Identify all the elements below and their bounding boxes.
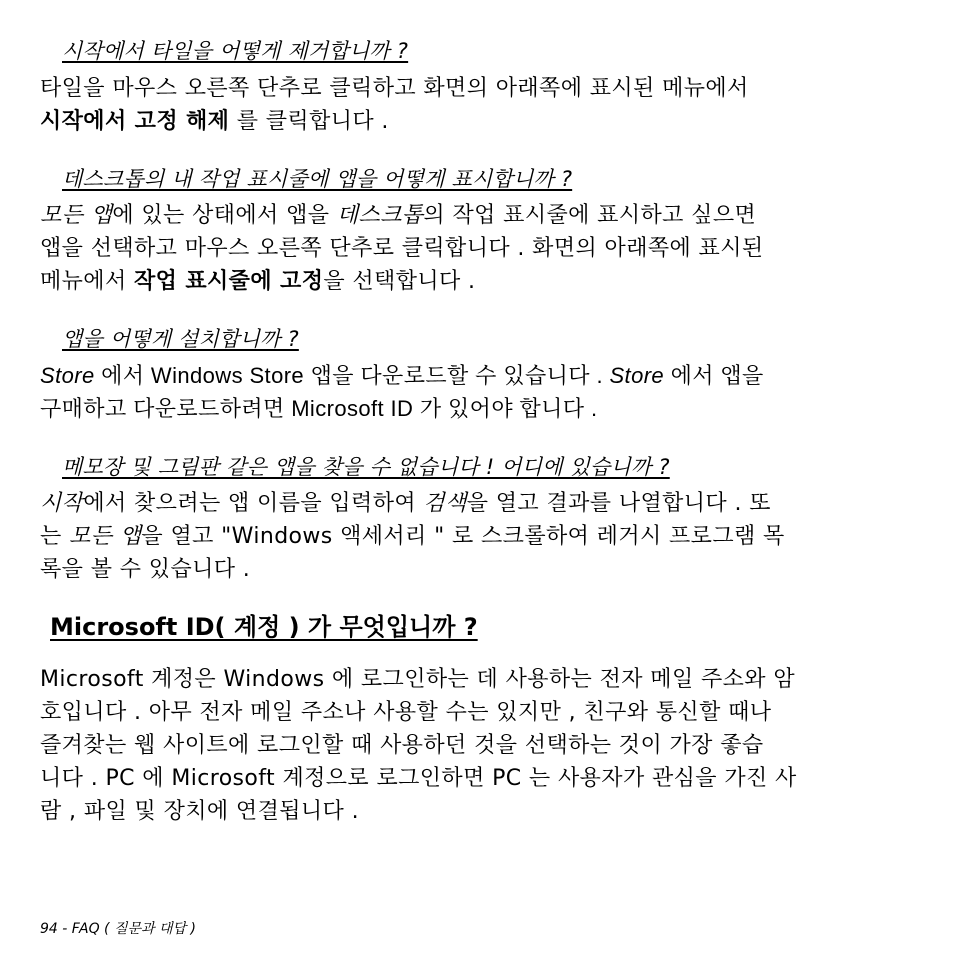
question-pin-taskbar: 데스크톱의 내 작업 표시줄에 앱을 어떻게 표시합니까 ? xyxy=(62,167,573,191)
pin-to-taskbar-label: 작업 표시줄에 고정 xyxy=(134,269,324,294)
search-label: 검색 xyxy=(423,491,467,516)
answer-text: 에 있는 상태에서 앱을 xyxy=(112,203,337,228)
answer-line: Microsoft 계정은 Windows 에 로그인하는 데 사용하는 전자 메일 주소와 암 xyxy=(40,667,795,692)
all-apps-label: 모든 앱 xyxy=(69,524,142,549)
question-install-apps: 앱을 어떻게 설치합니까 ? xyxy=(62,327,299,351)
answer-line: 니다 . PC 에 Microsoft 계정으로 로그인하면 PC 는 사용자가 관심을 가진 사 xyxy=(40,766,797,791)
answer-text: 메뉴에서 xyxy=(40,269,135,294)
desktop-label: 데스크톱 xyxy=(336,203,424,228)
answer-line xyxy=(40,487,914,520)
answer-text: 에서 찾으려는 앱 이름을 입력하여 xyxy=(83,491,424,516)
answer-line: 구매하고 다운로드하려면 Microsoft ID 가 있어야 합니다 . xyxy=(40,396,598,421)
answer-line: 록을 볼 수 있습니다 . xyxy=(40,557,251,582)
answer-line: 앱을 선택하고 마우스 오른쪽 단추로 클릭합니다 . 화면의 아래쪽에 표시된 xyxy=(40,236,764,261)
page-footer: 94 - FAQ ( 질문과 대답 ) xyxy=(40,921,196,937)
start-label: 시작 xyxy=(40,491,84,516)
all-apps-label: 모든 앱 xyxy=(40,203,113,228)
answer-text: 에서 앱을 xyxy=(664,363,764,388)
answer-line: 람 , 파일 및 장치에 연결됩니다 . xyxy=(40,799,359,824)
answer-find-apps xyxy=(40,487,914,586)
answer-text: 을 열고 결과를 나열합니다 . 또 xyxy=(466,491,771,516)
store-label: Store xyxy=(40,363,95,388)
question-find-apps: 메모장 및 그림판 같은 앱을 찾을 수 없습니다 ! 어디에 있습니까 ? xyxy=(62,455,670,479)
store-label: Store xyxy=(609,363,665,388)
answer-line xyxy=(40,520,914,553)
answer-text: 을 선택합니다 . xyxy=(323,269,476,294)
answer-text: 는 xyxy=(40,524,70,549)
answer-line: 호입니다 . 아무 전자 메일 주소나 사용할 수는 있지만 , 친구와 통신할 때나 xyxy=(40,700,772,725)
answer-text: 의 작업 표시줄에 표시하고 싶으면 xyxy=(423,203,757,228)
question-remove-tile: 시작에서 타일을 어떻게 제거합니까 ? xyxy=(62,39,409,63)
answer-line xyxy=(40,359,914,392)
answer-line xyxy=(40,199,914,232)
answer-line xyxy=(40,105,914,138)
answer-text: 를 클릭합니다 . xyxy=(229,109,389,134)
answer-pin-taskbar xyxy=(40,199,914,298)
unpin-label: 시작에서 고정 해제 xyxy=(40,109,230,134)
answer-line: 타일을 마우스 오른쪽 단추로 클릭하고 화면의 아래쪽에 표시된 메뉴에서 xyxy=(40,76,749,101)
answer-line xyxy=(40,265,914,298)
answer-text: 에서 Windows Store 앱을 다운로드할 수 있습니다 . xyxy=(94,363,610,388)
answer-remove-tile xyxy=(40,72,914,138)
answer-text: 을 열고 "Windows 액세서리 " 로 스크롤하여 레거시 프로그램 목 xyxy=(141,524,785,549)
section-heading-microsoft-id: Microsoft ID( 계정 ) 가 무엇입니까 ? xyxy=(50,613,478,641)
answer-microsoft-id xyxy=(40,663,914,828)
answer-line: 즐겨찾는 웹 사이트에 로그인할 때 사용하던 것을 선택하는 것이 가장 좋습 xyxy=(40,733,764,758)
answer-install-apps xyxy=(40,359,914,425)
